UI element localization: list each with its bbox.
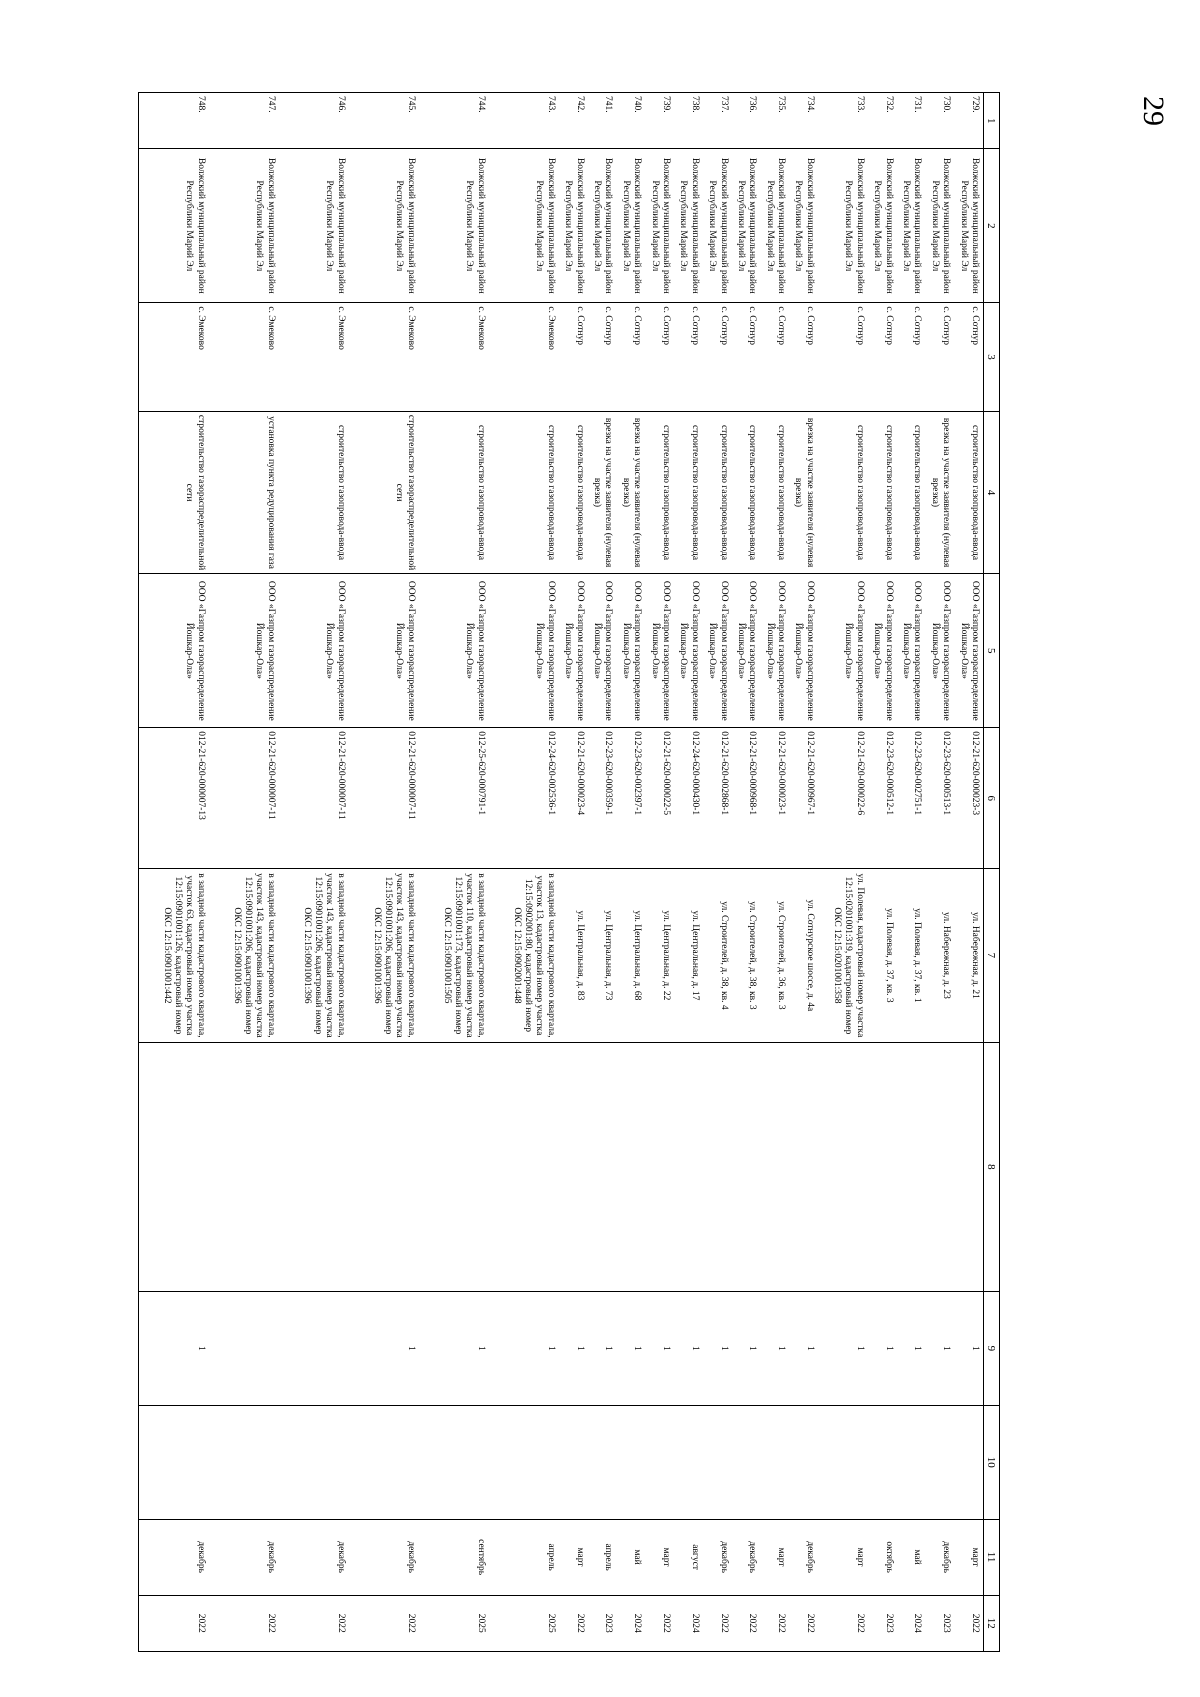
- cell-col9: 1: [349, 1292, 419, 1406]
- cell-col11: август: [674, 1519, 703, 1595]
- cell-col3: с. Эмеково: [209, 303, 279, 411]
- cell-col11: март: [954, 1519, 983, 1595]
- cell-col5: ООО «Газпром газораспределение Йошкар-Ола»: [559, 574, 588, 728]
- cell-col1: 746.: [279, 93, 349, 149]
- cell-col2: Волжский муниципальный район Республики Марий Эл: [818, 149, 868, 303]
- column-header-1: 1: [984, 93, 1000, 149]
- cell-col7: ул. Строителей, д. 38, кв. 3: [732, 869, 761, 1042]
- cell-col4: строительство газопровода-ввода: [954, 411, 983, 574]
- cell-col8: [868, 1042, 897, 1291]
- cell-col12: 2022: [559, 1595, 588, 1651]
- cell-col4: строительство газораспределительной сети: [349, 411, 419, 574]
- cell-col10: [489, 1405, 559, 1519]
- cell-col2: Волжский муниципальный район Республики Марий Эл: [760, 149, 789, 303]
- cell-col1: 729.: [954, 93, 983, 149]
- column-header-10: 10: [984, 1405, 1000, 1519]
- cell-col8: [674, 1042, 703, 1291]
- cell-col6: 012-21-620-002868-1: [703, 728, 732, 869]
- cell-col5: ООО «Газпром газораспределение Йошкар-Ола»: [209, 574, 279, 728]
- cell-col1: 737.: [703, 93, 732, 149]
- cell-col3: с. Эмеково: [139, 303, 209, 411]
- cell-col5: ООО «Газпром газораспределение Йошкар-Ола»: [419, 574, 489, 728]
- cell-col11: апрель: [489, 1519, 559, 1595]
- cell-col1: 739.: [645, 93, 674, 149]
- cell-col9: 1: [616, 1292, 645, 1406]
- cell-col3: с. Сотнур: [703, 303, 732, 411]
- cell-col10: [760, 1405, 789, 1519]
- column-header-4: 4: [984, 411, 1000, 574]
- cell-col1: 744.: [419, 93, 489, 149]
- cell-col3: с. Сотнур: [732, 303, 761, 411]
- table-row: [925, 93, 954, 1652]
- cell-col4: строительство газопровода-ввода: [760, 411, 789, 574]
- cell-col11: март: [818, 1519, 868, 1595]
- cell-col4: строительство газопровода-ввода: [732, 411, 761, 574]
- table-row: [703, 93, 732, 1652]
- cell-col2: Волжский муниципальный район Республики Марий Эл: [954, 149, 983, 303]
- cell-col6: 012-24-620-002536-1: [489, 728, 559, 869]
- cell-col3: с. Сотнур: [925, 303, 954, 411]
- cell-col3: с. Эмеково: [489, 303, 559, 411]
- cell-col12: 2022: [139, 1595, 209, 1651]
- cell-col7: ул. Сотнурское шоссе, д. 4а: [789, 869, 818, 1042]
- cell-col2: Волжский муниципальный район Республики Марий Эл: [279, 149, 349, 303]
- cell-col9: [279, 1292, 349, 1406]
- cell-col12: 2022: [645, 1595, 674, 1651]
- column-header-12: 12: [984, 1595, 1000, 1651]
- cell-col5: ООО «Газпром газораспределение Йошкар-Ола»: [818, 574, 868, 728]
- cell-col7: ул. Полевая, д. 37, кв. 1: [897, 869, 926, 1042]
- cell-col7: ул. Центральная, д. 22: [645, 869, 674, 1042]
- cell-col6: 012-23-620-002751-1: [897, 728, 926, 869]
- cell-col6: 012-21-620-000007-11: [209, 728, 279, 869]
- cell-col2: Волжский муниципальный район Республики Марий Эл: [559, 149, 588, 303]
- cell-col11: декабрь: [139, 1519, 209, 1595]
- cell-col8: [760, 1042, 789, 1291]
- cell-col6: 012-21-620-000023-1: [760, 728, 789, 869]
- cell-col11: октябрь: [868, 1519, 897, 1595]
- column-header-3: 3: [984, 303, 1000, 411]
- column-header-11: 11: [984, 1519, 1000, 1595]
- cell-col6: 012-21-620-000007-11: [279, 728, 349, 869]
- cell-col12: 2022: [703, 1595, 732, 1651]
- cell-col8: [645, 1042, 674, 1291]
- column-header-2: 2: [984, 149, 1000, 303]
- cell-col5: ООО «Газпром газораспределение Йошкар-Ола»: [349, 574, 419, 728]
- cell-col5: ООО «Газпром газораспределение Йошкар-Ола»: [279, 574, 349, 728]
- cell-col11: декабрь: [925, 1519, 954, 1595]
- cell-col11: декабрь: [209, 1519, 279, 1595]
- cell-col7: в западной части кадастрового квартала, участок 143, кадастровый номер участка 12:15:0901001:206, кадастровый номер ОКС 12:15:0901001:396: [209, 869, 279, 1042]
- cell-col3: с. Сотнур: [760, 303, 789, 411]
- cell-col7: ул. Набережная, д. 21: [954, 869, 983, 1042]
- cell-col3: с. Эмеково: [279, 303, 349, 411]
- column-header-7: 7: [984, 869, 1000, 1042]
- cell-col6: 012-21-620-000022-5: [645, 728, 674, 869]
- cell-col6: 012-21-620-000967-1: [789, 728, 818, 869]
- table-row: [139, 93, 209, 1652]
- cell-col7: ул. Центральная, д. 73: [588, 869, 617, 1042]
- cell-col12: 2023: [588, 1595, 617, 1651]
- cell-col1: 741.: [588, 93, 617, 149]
- cell-col2: Волжский муниципальный район Республики Марий Эл: [645, 149, 674, 303]
- cell-col2: Волжский муниципальный район Республики Марий Эл: [489, 149, 559, 303]
- cell-col9: 1: [897, 1292, 926, 1406]
- cell-col7: в западной части кадастрового квартала, участок 63, кадастровый номер участка 12:15:0901001:126, кадастровый номер ОКС 12:15:0901001:442: [139, 869, 209, 1042]
- cell-col8: [703, 1042, 732, 1291]
- cell-col10: [419, 1405, 489, 1519]
- cell-col11: март: [645, 1519, 674, 1595]
- table-row: [897, 93, 926, 1652]
- cell-col9: [209, 1292, 279, 1406]
- cell-col11: декабрь: [349, 1519, 419, 1595]
- cell-col2: Волжский муниципальный район Республики Марий Эл: [616, 149, 645, 303]
- cell-col6: 012-21-620-000968-1: [732, 728, 761, 869]
- cell-col6: 012-21-620-000023-3: [954, 728, 983, 869]
- column-header-6: 6: [984, 728, 1000, 869]
- cell-col5: ООО «Газпром газораспределение Йошкар-Ола»: [489, 574, 559, 728]
- cell-col8: [954, 1042, 983, 1291]
- cell-col12: 2024: [616, 1595, 645, 1651]
- cell-col2: Волжский муниципальный район Республики Марий Эл: [674, 149, 703, 303]
- cell-col5: ООО «Газпром газораспределение Йошкар-Ола»: [674, 574, 703, 728]
- cell-col12: 2025: [489, 1595, 559, 1651]
- cell-col9: 1: [868, 1292, 897, 1406]
- table-row: [349, 93, 419, 1652]
- register-table: [138, 92, 1000, 1652]
- cell-col3: с. Сотнур: [559, 303, 588, 411]
- table-row: [732, 93, 761, 1652]
- cell-col10: [279, 1405, 349, 1519]
- cell-col1: 731.: [897, 93, 926, 149]
- cell-col10: [349, 1405, 419, 1519]
- cell-col7: в западной части кадастрового квартала, участок 143, кадастровый номер участка 12:15:0901001:206, кадастровый номер ОКС 12:15:0901001:396: [279, 869, 349, 1042]
- cell-col2: Волжский муниципальный район Республики Марий Эл: [419, 149, 489, 303]
- cell-col10: [703, 1405, 732, 1519]
- column-header-8: 8: [984, 1042, 1000, 1291]
- cell-col5: ООО «Газпром газораспределение Йошкар-Ола»: [760, 574, 789, 728]
- cell-col2: Волжский муниципальный район Республики Марий Эл: [789, 149, 818, 303]
- cell-col7: ул. Центральная, д. 17: [674, 869, 703, 1042]
- table-row: [868, 93, 897, 1652]
- cell-col11: март: [559, 1519, 588, 1595]
- cell-col10: [674, 1405, 703, 1519]
- cell-col6: 012-21-620-000022-6: [818, 728, 868, 869]
- cell-col5: ООО «Газпром газораспределение Йошкар-Ола»: [588, 574, 617, 728]
- cell-col12: 2022: [818, 1595, 868, 1651]
- cell-col4: строительство газопровода-ввода: [703, 411, 732, 574]
- cell-col3: с. Сотнур: [954, 303, 983, 411]
- cell-col10: [818, 1405, 868, 1519]
- cell-col7: ул. Полевая, д. 37, кв. 3: [868, 869, 897, 1042]
- cell-col11: декабрь: [279, 1519, 349, 1595]
- cell-col4: строительство газопровода-ввода: [868, 411, 897, 574]
- cell-col11: май: [616, 1519, 645, 1595]
- cell-col2: Волжский муниципальный район Республики Марий Эл: [349, 149, 419, 303]
- table-row: [760, 93, 789, 1652]
- cell-col10: [616, 1405, 645, 1519]
- cell-col2: Волжский муниципальный район Республики Марий Эл: [732, 149, 761, 303]
- cell-col1: 734.: [789, 93, 818, 149]
- table-row: [645, 93, 674, 1652]
- cell-col1: 747.: [209, 93, 279, 149]
- cell-col8: [279, 1042, 349, 1291]
- cell-col10: [868, 1405, 897, 1519]
- cell-col9: 1: [760, 1292, 789, 1406]
- cell-col9: 1: [674, 1292, 703, 1406]
- cell-col4: строительство газопровода-ввода: [419, 411, 489, 574]
- cell-col7: ул. Центральная, д. 83: [559, 869, 588, 1042]
- cell-col11: сентябрь: [419, 1519, 489, 1595]
- cell-col10: [897, 1405, 926, 1519]
- cell-col4: установка пункта редуцирования газа: [209, 411, 279, 574]
- cell-col4: врезка на участке заявителя (нулевая врезка): [588, 411, 617, 574]
- cell-col12: 2022: [279, 1595, 349, 1651]
- cell-col3: с. Сотнур: [868, 303, 897, 411]
- cell-col3: с. Сотнур: [789, 303, 818, 411]
- cell-col6: 012-24-620-000430-1: [674, 728, 703, 869]
- cell-col6: 012-23-620-000359-1: [588, 728, 617, 869]
- table-row: [489, 93, 559, 1652]
- cell-col4: строительство газопровода-ввода: [674, 411, 703, 574]
- cell-col6: 012-21-620-000007-13: [139, 728, 209, 869]
- cell-col7: ул. Набережная, д. 23: [925, 869, 954, 1042]
- cell-col5: ООО «Газпром газораспределение Йошкар-Ола»: [703, 574, 732, 728]
- cell-col11: апрель: [588, 1519, 617, 1595]
- cell-col9: 1: [789, 1292, 818, 1406]
- cell-col2: Волжский муниципальный район Республики Марий Эл: [139, 149, 209, 303]
- cell-col11: декабрь: [703, 1519, 732, 1595]
- cell-col6: 012-25-620-000791-1: [419, 728, 489, 869]
- cell-col1: 735.: [760, 93, 789, 149]
- table-row: [588, 93, 617, 1652]
- cell-col9: 1: [588, 1292, 617, 1406]
- cell-col5: ООО «Газпром газораспределение Йошкар-Ола»: [868, 574, 897, 728]
- cell-col8: [897, 1042, 926, 1291]
- column-header-5: 5: [984, 574, 1000, 728]
- cell-col12: 2024: [674, 1595, 703, 1651]
- cell-col4: врезка на участке заявителя (нулевая врезка): [925, 411, 954, 574]
- cell-col12: 2022: [349, 1595, 419, 1651]
- cell-col4: строительство газопровода-ввода: [897, 411, 926, 574]
- cell-col8: [489, 1042, 559, 1291]
- cell-col10: [645, 1405, 674, 1519]
- cell-col5: ООО «Газпром газораспределение Йошкар-Ола»: [925, 574, 954, 728]
- cell-col7: в западной части кадастрового квартала, участок 110, кадастровый номер участка 12:15:0901001:173, кадастровый номер ОКС 12:15:0901001:505: [419, 869, 489, 1042]
- cell-col12: 2023: [868, 1595, 897, 1651]
- table-row: [674, 93, 703, 1652]
- cell-col9: 1: [559, 1292, 588, 1406]
- cell-col3: с. Сотнур: [616, 303, 645, 411]
- cell-col9: 1: [419, 1292, 489, 1406]
- cell-col11: декабрь: [732, 1519, 761, 1595]
- cell-col12: 2022: [954, 1595, 983, 1651]
- cell-col2: Волжский муниципальный район Республики Марий Эл: [897, 149, 926, 303]
- cell-col6: 012-21-620-000023-4: [559, 728, 588, 869]
- table-row: [279, 93, 349, 1652]
- cell-col9: 1: [489, 1292, 559, 1406]
- cell-col10: [789, 1405, 818, 1519]
- cell-col6: 012-21-620-000007-11: [349, 728, 419, 869]
- cell-col3: с. Сотнур: [588, 303, 617, 411]
- table-row: [616, 93, 645, 1652]
- cell-col1: 738.: [674, 93, 703, 149]
- cell-col10: [209, 1405, 279, 1519]
- table-row: [818, 93, 868, 1652]
- cell-col1: 732.: [868, 93, 897, 149]
- cell-col9: 1: [732, 1292, 761, 1406]
- cell-col7: в западной части кадастрового квартала, участок 13, кадастровый номер участка 12:15:0902001:80, кадастровый номер ОКС 12:15:0902001:448: [489, 869, 559, 1042]
- cell-col8: [732, 1042, 761, 1291]
- cell-col4: строительство газопровода-ввода: [489, 411, 559, 574]
- cell-col2: Волжский муниципальный район Республики Марий Эл: [588, 149, 617, 303]
- cell-col3: с. Сотнур: [674, 303, 703, 411]
- cell-col9: 1: [954, 1292, 983, 1406]
- table-row: [954, 93, 983, 1652]
- cell-col7: ул. Строителей, д. 36, кв. 3: [760, 869, 789, 1042]
- cell-col8: [419, 1042, 489, 1291]
- cell-col11: май: [897, 1519, 926, 1595]
- cell-col1: 730.: [925, 93, 954, 149]
- cell-col1: 745.: [349, 93, 419, 149]
- cell-col12: 2022: [789, 1595, 818, 1651]
- cell-col1: 736.: [732, 93, 761, 149]
- cell-col3: с. Эмеково: [349, 303, 419, 411]
- cell-col11: декабрь: [789, 1519, 818, 1595]
- cell-col8: [925, 1042, 954, 1291]
- cell-col9: 1: [703, 1292, 732, 1406]
- cell-col8: [616, 1042, 645, 1291]
- column-header-9: 9: [984, 1292, 1000, 1406]
- cell-col1: 748.: [139, 93, 209, 149]
- cell-col2: Волжский муниципальный район Республики Марий Эл: [703, 149, 732, 303]
- table-header: [984, 93, 1000, 1652]
- cell-col5: ООО «Газпром газораспределение Йошкар-Ола»: [645, 574, 674, 728]
- cell-col6: 012-23-620-002397-1: [616, 728, 645, 869]
- cell-col2: Волжский муниципальный район Республики Марий Эл: [209, 149, 279, 303]
- cell-col2: Волжский муниципальный район Республики Марий Эл: [868, 149, 897, 303]
- cell-col9: 1: [818, 1292, 868, 1406]
- cell-col6: 012-23-620-000513-1: [925, 728, 954, 869]
- cell-col3: с. Сотнур: [818, 303, 868, 411]
- cell-col10: [925, 1405, 954, 1519]
- cell-col8: [209, 1042, 279, 1291]
- cell-col4: строительство газопровода-ввода: [645, 411, 674, 574]
- cell-col8: [349, 1042, 419, 1291]
- cell-col10: [732, 1405, 761, 1519]
- cell-col5: ООО «Газпром газораспределение Йошкар-Ола»: [897, 574, 926, 728]
- cell-col5: ООО «Газпром газораспределение Йошкар-Ола»: [789, 574, 818, 728]
- cell-col9: 1: [925, 1292, 954, 1406]
- cell-col1: 733.: [818, 93, 868, 149]
- table-row: [419, 93, 489, 1652]
- cell-col10: [954, 1405, 983, 1519]
- cell-col5: ООО «Газпром газораспределение Йошкар-Ола»: [732, 574, 761, 728]
- cell-col4: строительство газопровода-ввода: [559, 411, 588, 574]
- cell-col7: ул. Строителей, д. 38, кв. 4: [703, 869, 732, 1042]
- cell-col1: 740.: [616, 93, 645, 149]
- table-row: [789, 93, 818, 1652]
- cell-col5: ООО «Газпром газораспределение Йошкар-Ола»: [139, 574, 209, 728]
- cell-col4: врезка на участке заявителя (нулевая врезка): [616, 411, 645, 574]
- cell-col6: 012-23-620-000512-1: [868, 728, 897, 869]
- cell-col12: 2024: [897, 1595, 926, 1651]
- cell-col7: ул. Центральная, д. 68: [616, 869, 645, 1042]
- cell-col11: март: [760, 1519, 789, 1595]
- cell-col8: [559, 1042, 588, 1291]
- cell-col8: [818, 1042, 868, 1291]
- cell-col4: строительство газораспределительной сети: [139, 411, 209, 574]
- cell-col1: 742.: [559, 93, 588, 149]
- table-row: [209, 93, 279, 1652]
- cell-col9: 1: [139, 1292, 209, 1406]
- cell-col12: 2022: [760, 1595, 789, 1651]
- cell-col10: [588, 1405, 617, 1519]
- rotated-table-area: [161, 92, 1000, 1652]
- cell-col5: ООО «Газпром газораспределение Йошкар-Ола»: [616, 574, 645, 728]
- cell-col2: Волжский муниципальный район Республики Марий Эл: [925, 149, 954, 303]
- cell-col12: 2022: [209, 1595, 279, 1651]
- cell-col12: 2025: [419, 1595, 489, 1651]
- page-number: 29: [1137, 96, 1170, 126]
- cell-col8: [139, 1042, 209, 1291]
- cell-col1: 743.: [489, 93, 559, 149]
- table-body: [139, 93, 984, 1652]
- cell-col12: 2023: [925, 1595, 954, 1651]
- cell-col4: врезка на участке заявителя (нулевая врезка): [789, 411, 818, 574]
- cell-col12: 2022: [732, 1595, 761, 1651]
- cell-col10: [559, 1405, 588, 1519]
- cell-col7: ул. Полевая, кадастровый номер участка 12:15:0201001:319, кадастровый номер ОКС 12:15:0201001:358: [818, 869, 868, 1042]
- cell-col3: с. Эмеково: [419, 303, 489, 411]
- cell-col8: [789, 1042, 818, 1291]
- cell-col9: 1: [645, 1292, 674, 1406]
- table-row: [559, 93, 588, 1652]
- cell-col3: с. Сотнур: [897, 303, 926, 411]
- cell-col5: ООО «Газпром газораспределение Йошкар-Ола»: [954, 574, 983, 728]
- cell-col10: [139, 1405, 209, 1519]
- cell-col4: строительство газопровода-ввода: [279, 411, 349, 574]
- cell-col8: [588, 1042, 617, 1291]
- cell-col7: в западной части кадастрового квартала, участок 143, кадастровый номер участка 12:15:0901001:206, кадастровый номер ОКС 12:15:0901001:396: [349, 869, 419, 1042]
- cell-col3: с. Сотнур: [645, 303, 674, 411]
- cell-col4: строительство газопровода-ввода: [818, 411, 868, 574]
